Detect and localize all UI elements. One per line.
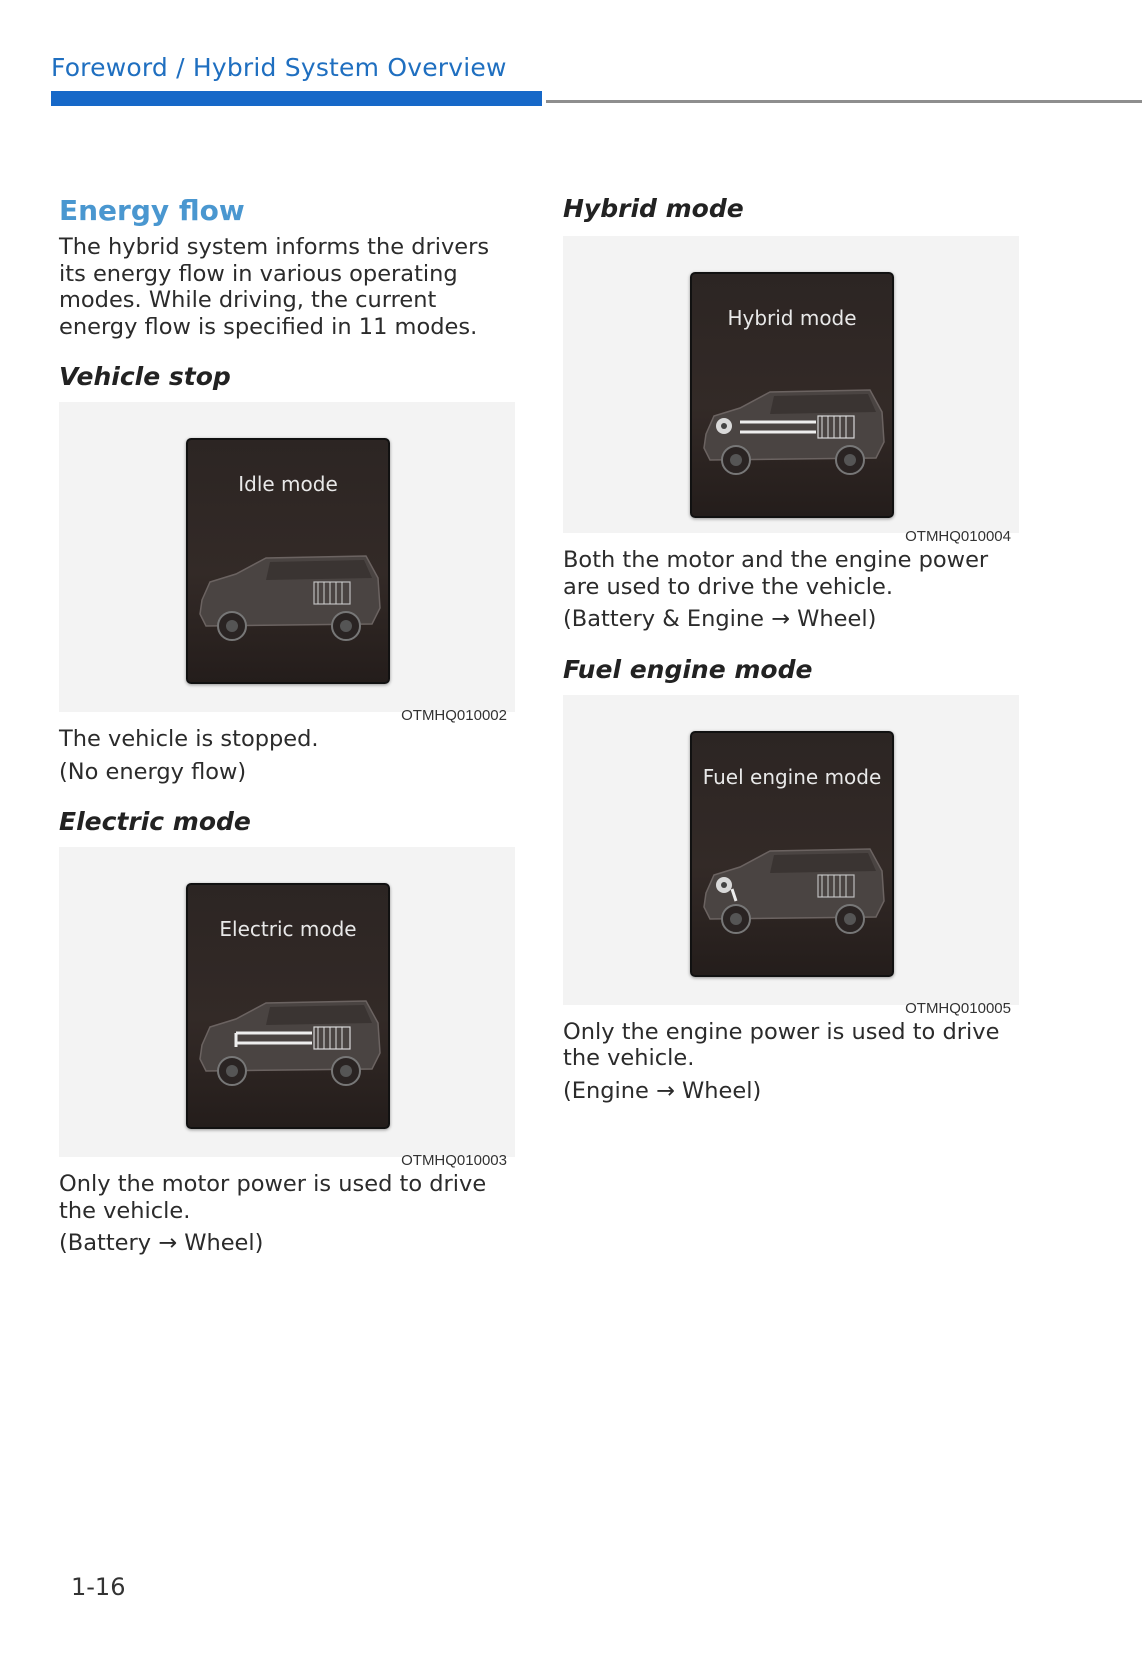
electric-mode-heading: Electric mode <box>59 807 251 836</box>
hybrid-figure-code: OTMHQ010004 <box>905 528 1011 545</box>
suv-diagram-icon <box>700 841 886 941</box>
fuel-engine-mode-flow: (Engine → Wheel) <box>563 1077 762 1104</box>
electric-mode-description: Only the motor power is used to drive the vehicle. <box>59 1171 487 1224</box>
hybrid-mode-figure <box>563 236 1019 545</box>
vehicle-stop-description: The vehicle is stopped. <box>59 726 319 752</box>
electric-mode-flow: (Battery → Wheel) <box>59 1230 264 1256</box>
hybrid-mode-flow: (Battery & Engine → Wheel) <box>563 606 877 632</box>
header-bar-accent <box>51 91 542 106</box>
idle-mode-label: Idle mode <box>238 472 338 496</box>
fuel-engine-mode-heading: Fuel engine mode <box>563 654 813 684</box>
suv-diagram-icon <box>196 993 382 1093</box>
idle-mode-figure <box>59 402 515 724</box>
electric-figure-code: OTMHQ010003 <box>401 1152 507 1169</box>
fuel-figure-code: OTMHQ010005 <box>905 999 1011 1017</box>
vehicle-stop-heading: Vehicle stop <box>59 362 231 391</box>
electric-mode-label: Electric mode <box>219 917 357 941</box>
suv-diagram-icon <box>196 548 382 648</box>
fuel-engine-mode-label: Fuel engine mode <box>702 764 882 789</box>
header-bar-rule <box>546 100 1142 103</box>
hybrid-mode-screen <box>690 272 894 518</box>
hybrid-mode-description: Both the motor and the engine power are used to drive the vehicle. <box>563 547 989 600</box>
suv-diagram-icon <box>700 382 886 482</box>
vehicle-stop-flow: (No energy flow) <box>59 758 247 785</box>
fuel-engine-mode-figure <box>563 695 1019 1017</box>
energy-flow-title: Energy flow <box>59 194 245 227</box>
hybrid-mode-label: Hybrid mode <box>727 306 857 330</box>
page-number: 1-16 <box>71 1573 126 1601</box>
left-column <box>59 190 515 1257</box>
electric-mode-figure <box>59 847 515 1169</box>
fuel-engine-mode-description: Only the engine power is used to drive the vehicle. <box>563 1018 1000 1071</box>
idle-mode-screen <box>186 438 390 684</box>
electric-mode-screen <box>186 883 390 1129</box>
hybrid-mode-heading: Hybrid mode <box>563 194 744 223</box>
right-column <box>563 190 1019 1104</box>
header-title: Foreword / Hybrid System Overview <box>51 53 507 82</box>
fuel-engine-mode-screen <box>690 731 894 977</box>
idle-figure-code: OTMHQ010002 <box>401 707 507 724</box>
energy-flow-intro: The hybrid system informs the drivers its energy flow in various operating modes. While driving, the current energy flow is specified in 11 modes. <box>59 234 490 340</box>
